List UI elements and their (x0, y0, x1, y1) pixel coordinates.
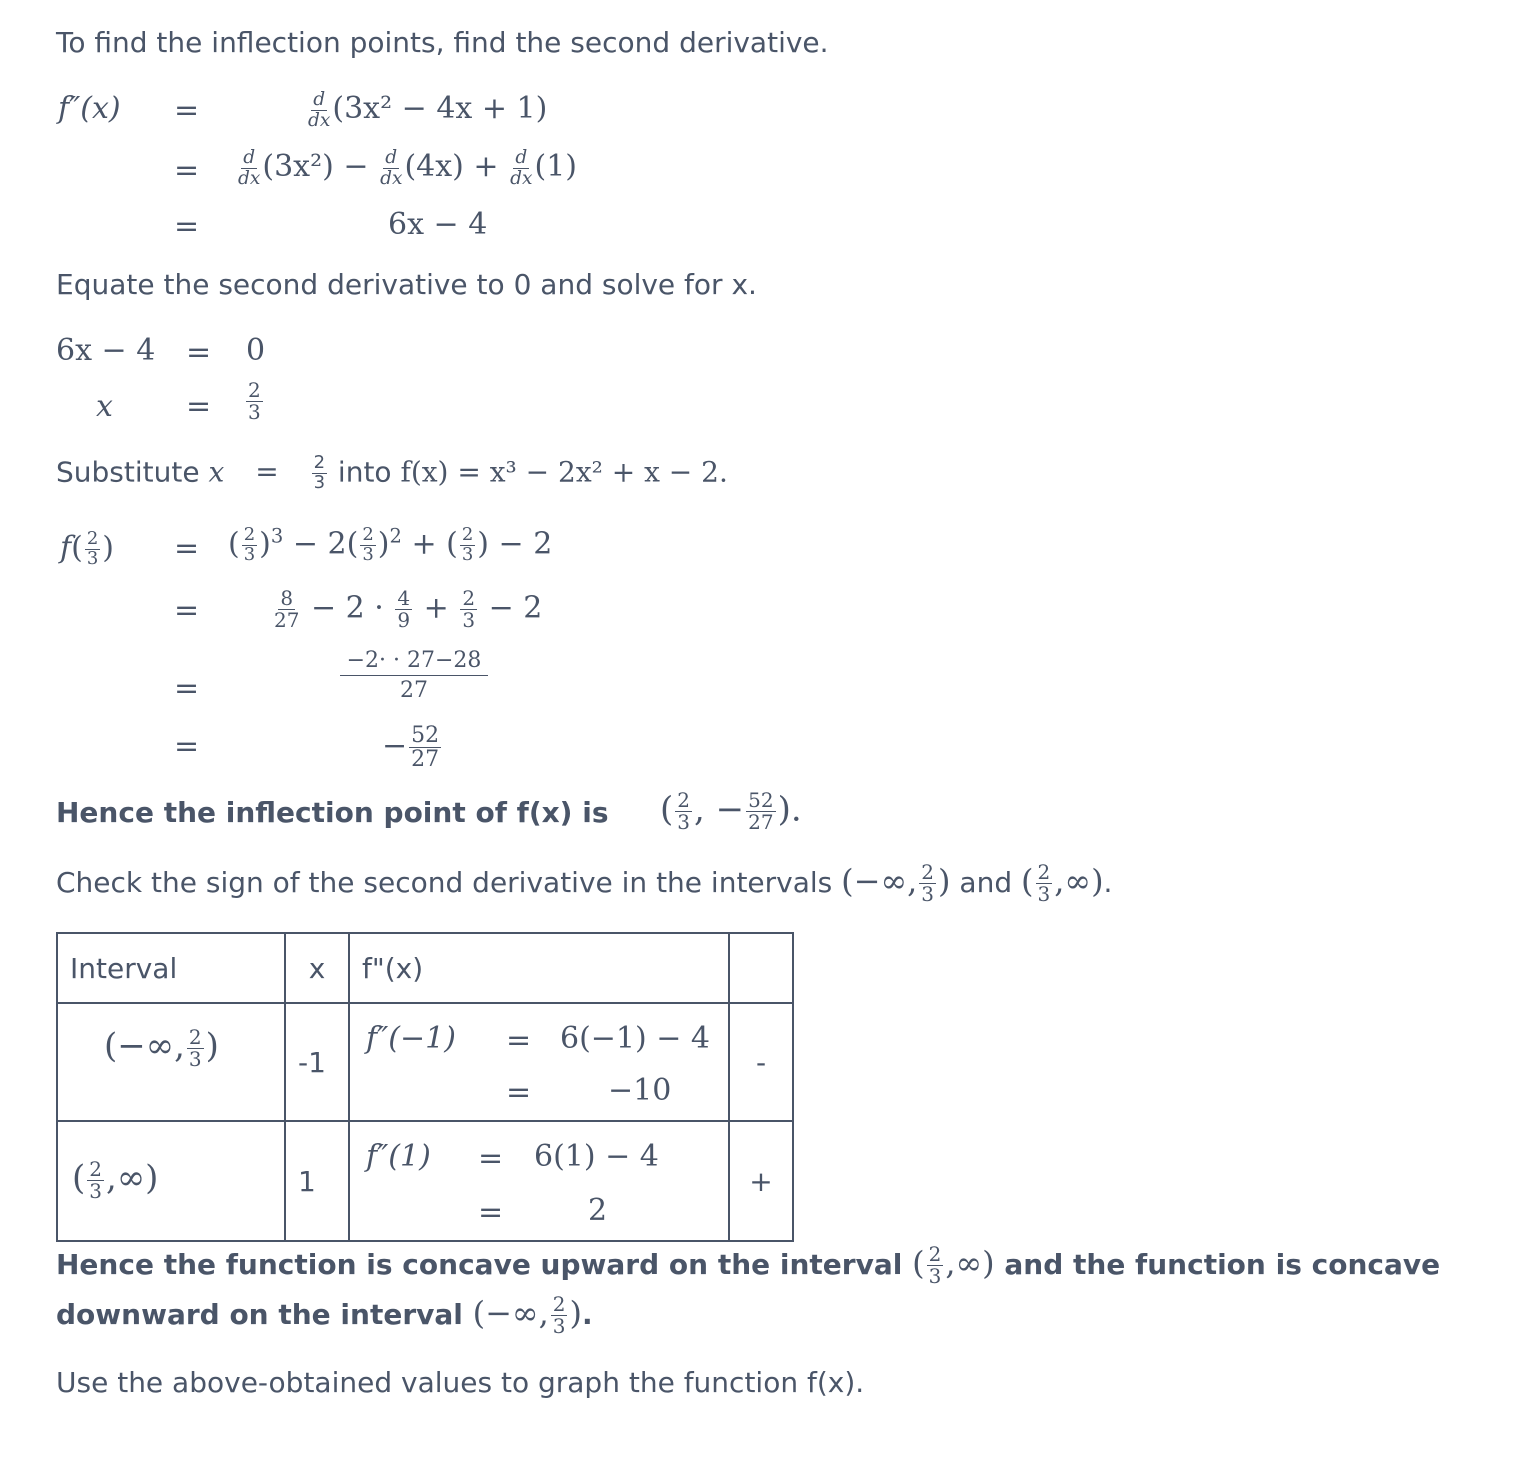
inflection-text: Hence the inflection point of f(x) is (56, 796, 609, 829)
eval-rhs-2: −10 (608, 1073, 672, 1108)
derivative-line-2: $\frac{d}{dx}$ (3x²) − $\frac{d}{dx}$ (4x) + $\frac{d}{dx}$ (1) (238, 147, 577, 189)
solve-rhs-2: $\frac{2}{3}$ (248, 378, 261, 424)
header-interval: Interval (57, 933, 285, 1003)
table-row (57, 1003, 793, 1121)
header-f2: f"(x) (349, 933, 729, 1003)
eval-lhs: f″(−1) (366, 1021, 456, 1056)
eval-rhs-1: 6(−1) − 4 (560, 1021, 711, 1056)
interval-cell (57, 1003, 285, 1121)
second-derivative-lhs: f″(x) (58, 91, 121, 126)
x-cell: -1 (285, 1003, 349, 1121)
equals-sign: = (506, 1075, 532, 1110)
equate-text: Equate the second derivative to 0 and solve for x. (56, 268, 757, 301)
sign-cell: - (729, 1003, 793, 1121)
table-row (57, 1121, 793, 1241)
table-header-row (57, 933, 793, 1003)
derivative-line-3: 6x − 4 (388, 207, 488, 242)
evaluate-line-4: − $\frac{52}{27}$ (382, 723, 440, 773)
interval-table (56, 932, 794, 1242)
derivative-line-1: $\frac{d}{dx}$ (3x² − 4x + 1) (308, 89, 548, 131)
solve-rhs-1: 0 (246, 333, 266, 368)
interval-neg-inf: (−∞, $\frac{2}{3}$ ) (104, 1024, 219, 1071)
final-text: Use the above-obtained values to graph the function f(x). (56, 1366, 865, 1399)
equals-sign: = (174, 531, 200, 566)
equals-sign: = (186, 389, 212, 424)
substitute-text: Substitute x = $\frac{2}{3}$ into f(x) = x³ − 2x² + x − 2. (56, 452, 728, 493)
header-x: x (285, 933, 349, 1003)
equals-sign: = (174, 153, 200, 188)
eval-rhs-1: 6(1) − 4 (534, 1139, 659, 1174)
equals-sign: = (478, 1195, 504, 1230)
equals-sign: = (478, 1141, 504, 1176)
evaluate-line-2: $\frac{8}{27}$ − 2 · $\frac{4}{9}$ + $\frac{2}{3}$ − 2 (274, 586, 543, 632)
header-sign (729, 933, 793, 1003)
interval-pos-inf: ( $\frac{2}{3}$ ,∞) (72, 1156, 159, 1203)
eval-lhs: f″(1) (366, 1139, 431, 1174)
evaluate-lhs: f( $\frac{2}{3}$ ) (60, 528, 114, 569)
equals-sign: = (506, 1023, 532, 1058)
x-cell: 1 (285, 1121, 349, 1241)
solve-lhs-1: 6x − 4 (56, 333, 156, 368)
equals-sign: = (174, 93, 200, 128)
sign-cell: + (729, 1121, 793, 1241)
concave-text-line-1: Hence the function is concave upward on the interval ( $\frac{2}{3}$ ,∞) and the function is concave (56, 1242, 1441, 1288)
equals-sign: = (174, 671, 200, 706)
eval-rhs-2: 2 (588, 1193, 608, 1228)
equals-sign: = (174, 209, 200, 244)
equals-sign: = (174, 593, 200, 628)
intro-text: To find the inflection points, find the second derivative. (56, 26, 829, 59)
solve-lhs-2: x (96, 389, 113, 424)
interval-cell (57, 1121, 285, 1241)
concave-text-line-2: downward on the interval (−∞, $\frac{2}{3}$ ). (56, 1292, 593, 1338)
eval-cell (349, 1003, 729, 1121)
check-text: Check the sign of the second derivative in the intervals (−∞, $\frac{2}{3}$ ) and ( $\frac{2}{3}$ ,∞). (56, 860, 1113, 906)
eval-cell (349, 1121, 729, 1241)
equals-sign: = (186, 335, 212, 370)
equals-sign: = (174, 729, 200, 764)
evaluate-line-1: ( $\frac{2}{3}$ )$^3$ − 2( $\frac{2}{3}$ )$^2$ + ( $\frac{2}{3}$ ) − 2 (228, 524, 553, 565)
evaluate-line-3: −2· · 27−28 27 (340, 650, 488, 702)
inflection-point: ( $\frac{2}{3}$ , − $\frac{52}{27}$ ). (660, 788, 802, 834)
